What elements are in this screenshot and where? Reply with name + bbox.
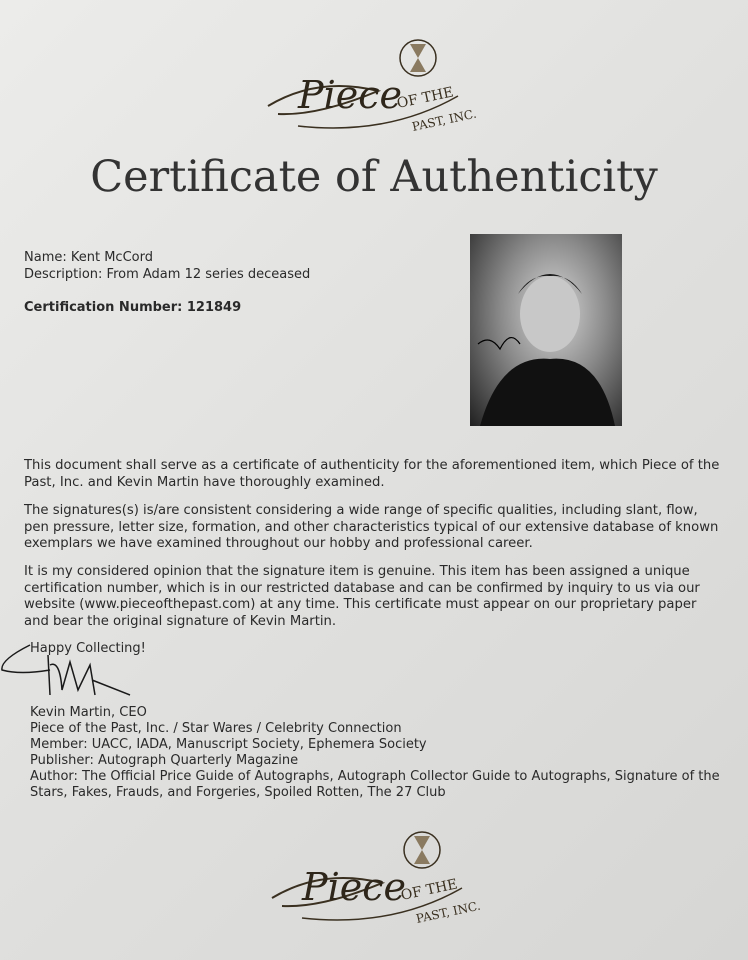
- certification-number: Certification Number: 121849: [24, 300, 242, 315]
- company-logo-bottom: [262, 828, 492, 928]
- svg-text:Piece: Piece: [298, 73, 402, 117]
- svg-text:PAST, INC.: PAST, INC.: [414, 898, 482, 926]
- signer-memberships: Member: UACC, IADA, Manuscript Society, Ephemera Society: [30, 737, 427, 752]
- paragraph-2: The signatures(s) is/are consistent considering a wide range of specific qualities, including slant, flow, pen pressure, letter size, formation, and other characteristics typical of our extensive database of known exemplars we have examined throughout our hobby and professional career.: [24, 503, 719, 551]
- svg-text:OF THE: OF THE: [399, 876, 459, 904]
- photo-autograph: [478, 338, 520, 349]
- item-description: Description: From Adam 12 series deceased: [24, 267, 311, 282]
- paragraph-1: This document shall serve as a certificate of authenticity for the aforementioned item, which Piece of the Past, Inc. and Kevin Martin have thoroughly examined.: [24, 458, 720, 490]
- signer-author: Author: The Official Price Guide of Autographs, Autograph Collector Guide to Autographs, Signature of the Stars, Fakes, Frauds, and Forgeries, Spoiled Rotten, The 27 Club: [30, 769, 720, 801]
- closing: Happy Collecting!: [30, 641, 146, 656]
- svg-text:PAST, INC.: PAST, INC.: [410, 106, 478, 134]
- signed-photo: [470, 234, 622, 426]
- signer-publisher: Publisher: Autograph Quarterly Magazine: [30, 753, 299, 768]
- company-logo-top: [258, 36, 488, 136]
- svg-text:OF THE: OF THE: [395, 84, 455, 112]
- paragraph-3: It is my considered opinion that the signature item is genuine. This item has been assigned a unique certification number, which is in our restricted database and can be confirmed by inquiry to us via our website (www.pieceofthepast.com) at any time. This certificate must appear on our proprietary paper and bear the original signature of Kevin Martin.: [24, 564, 700, 629]
- certificate-title: Certificate of Authenticity: [90, 152, 658, 202]
- signer-company: Piece of the Past, Inc. / Star Wares / Celebrity Connection: [30, 721, 402, 736]
- ceo-signature: [0, 640, 140, 710]
- svg-text:Piece: Piece: [302, 865, 406, 909]
- item-name: Name: Kent McCord: [24, 250, 153, 265]
- signer-title: Kevin Martin, CEO: [30, 705, 147, 720]
